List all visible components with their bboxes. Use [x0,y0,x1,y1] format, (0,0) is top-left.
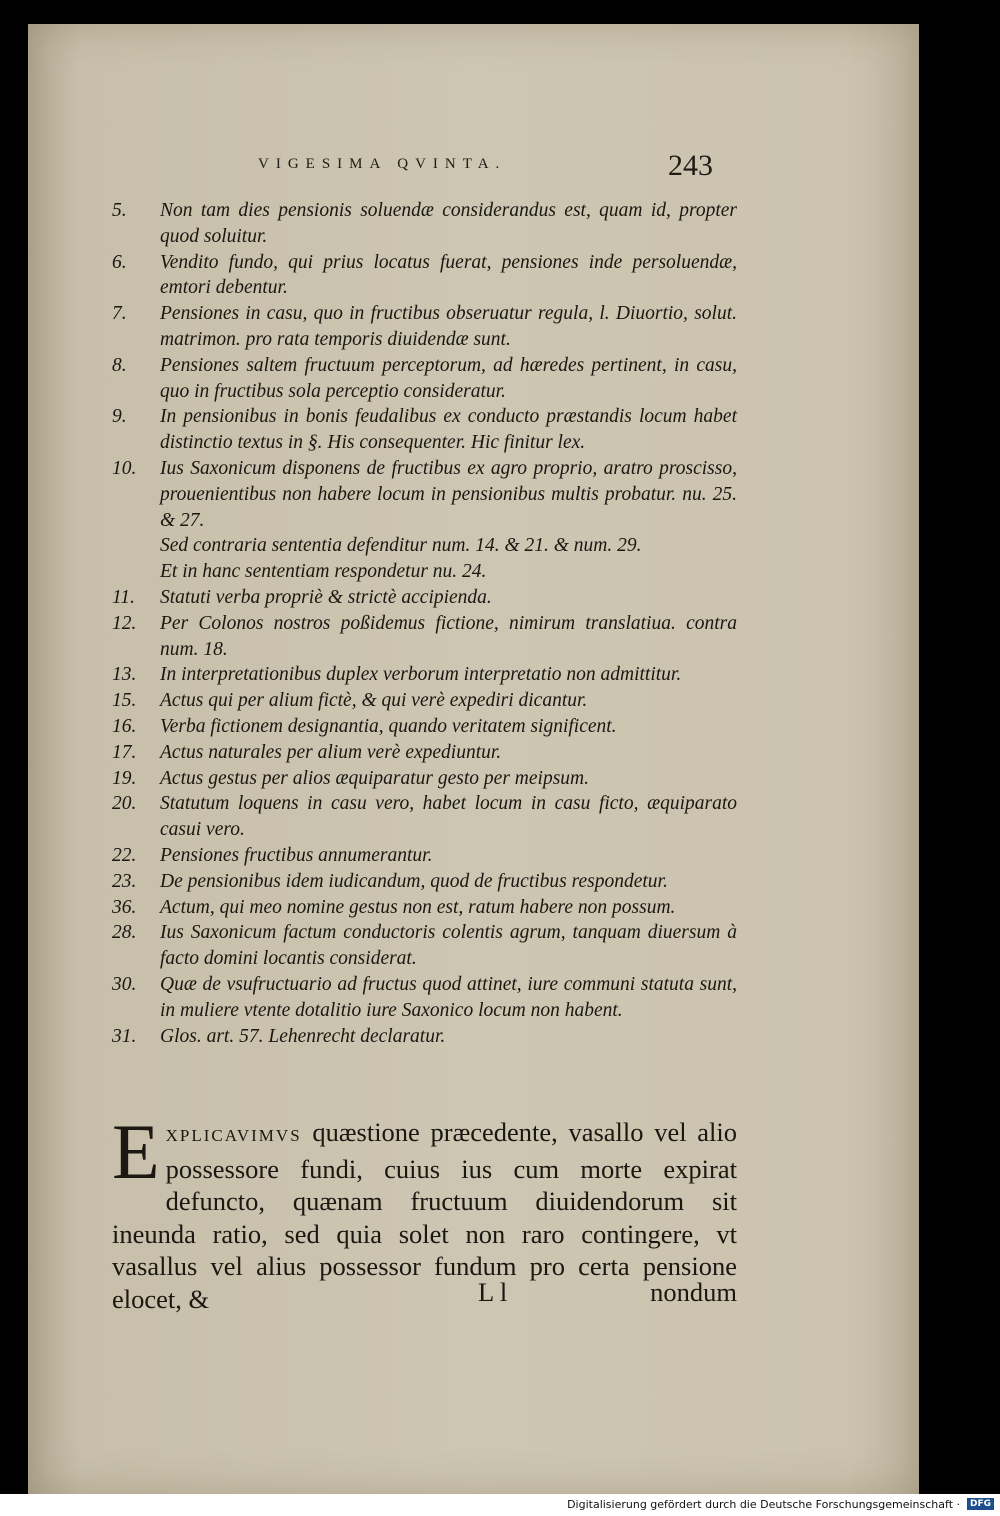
summary-item-number: 15. [112,690,137,712]
summary-item-number: 10. [112,457,137,479]
running-head: VIGESIMA QVINTA. [258,156,507,172]
summary-item-text: Pensiones saltem fructuum perceptorum, ad hæredes pertinent, in casu, quo in fructibus sola perceptio consideratur. [160,354,737,402]
summary-item [112,791,737,843]
summary-item-text: Per Colonos nostros poßidemus fictione, nimirum translatiua. contra num. 18. [160,612,737,660]
summary-item [112,740,737,766]
summary-item-number: 30. [112,973,137,995]
summary-item-text: In pensionibus in bonis feudalibus ex conducto præstandis locum habet distinctio textus in §. His consequenter. Hic finitur lex. [160,406,737,454]
summary-item-text: Actus naturales per alium verè expediuntur. [160,741,502,763]
summary-item [112,404,737,456]
lead-caps: XPLICAVIMVS [165,1126,302,1145]
summary-item-text: Verba fictionem designantia, quando veritatem significent. [160,715,617,737]
drop-cap: E [112,1108,160,1195]
summary-item-number: 7. [112,303,127,325]
catchword: nondum [650,1277,737,1307]
page-number: 243 [668,149,713,182]
signature-mark: L l [478,1277,508,1307]
summary-item-number: 31. [112,1025,137,1047]
summary-item-text: Pensiones fructibus annumerantur. [160,844,433,866]
summary-item-text: Statuti verba propriè & strictè accipienda. [160,586,492,608]
summary-item-text: Vendito fundo, qui prius locatus fuerat, pensiones inde persoluendæ, emtori debentur. [160,251,737,299]
summary-item-text: Statutum loquens in casu vero, habet locum in casu ficto, æquiparato casui vero. [160,793,737,841]
summary-item-text: Pensiones in casu, quo in fructibus obseruatur regula, l. Diuortio, solut. matrimon. pro rata temporis diuidendæ sunt. [160,303,737,350]
summary-item [112,869,737,895]
summary-item [112,920,737,972]
dfg-logo-icon: DFG [967,1498,994,1510]
summary-item-text: Sed contraria sententia defenditur num. 14. & 21. & num. 29. [160,535,642,557]
summary-item-number: 16. [112,715,137,737]
summary-item-number: 12. [112,612,137,634]
summary-item [112,533,737,559]
summary-item [112,198,737,250]
summary-item-text: Quæ de vsufructuario ad fructus quod attinet, iure communi statuta sunt, in muliere vtente dotalitio iure Saxonico locum non habent. [160,973,737,1021]
summary-item-text: Glos. art. 57. Lehenrecht declaratur. [160,1025,446,1047]
summary-list [112,198,737,1049]
summary-item [112,1024,737,1050]
summary-item-number: 20. [112,793,137,815]
attribution-bar [0,1494,1000,1516]
summary-item [112,301,737,353]
summary-item-number: 6. [112,251,127,273]
summary-item-text: Actus gestus per alios æquiparatur gesto per meipsum. [160,767,589,789]
summary-item [112,353,737,405]
main-text [112,1108,738,1315]
summary-item-number: 13. [112,664,137,686]
summary-item-number: 19. [112,767,137,789]
summary-item [112,559,737,585]
summary-item [112,662,737,688]
summary-item-number: 8. [112,354,127,376]
summary-item [112,250,737,302]
summary-item [112,688,737,714]
summary-item-number: 28. [112,922,137,944]
summary-item-text: Ius Saxonicum factum conductoris colentis agrum, tanquam diuersum à facto domini locantis considerat. [160,922,737,970]
summary-item [112,456,737,533]
summary-item-text: Actum, qui meo nomine gestus non est, ratum habere non possum. [160,896,676,918]
summary-item-number: 22. [112,844,137,866]
summary-item-number [112,533,160,559]
attribution-text: Digitalisierung gefördert durch die Deutsche Forschungsgemeinschaft · [567,1498,960,1511]
summary-item [112,972,737,1024]
summary-item-number: 9. [112,406,127,428]
book-page [28,24,919,1494]
summary-item-number: 36. [112,896,137,918]
summary-item-number: 17. [112,741,137,763]
summary-item [112,585,737,611]
summary-item-text: Et in hanc sententiam respondetur nu. 24. [160,561,487,583]
summary-item-text: In interpretationibus duplex verborum interpretatio non admittitur. [160,664,682,686]
summary-item [112,843,737,869]
summary-item [112,895,737,921]
summary-item [112,714,737,740]
summary-item-text: Non tam dies pensionis soluendæ considerandus est, quam id, propter quod soluitur. [160,200,737,247]
summary-item-text: De pensionibus idem iudicandum, quod de fructibus respondetur. [160,870,668,892]
summary-item-number: 11. [112,586,135,608]
summary-item-text: Actus qui per alium fictè, & qui verè expediri dicantur. [160,690,588,712]
summary-item [112,766,737,792]
main-body: quæstione præcedente, vasallo vel alio possessore fundi, cuius ius cum morte expirat defuncto, quænam fructuum diuidendorum sit ineunda ratio, sed quia solet non raro contingere, vt vasallus vel alius possessor fundum pro certa pensione elocet, & [112,1117,738,1314]
summary-item-number: 5. [112,200,127,221]
summary-item-text: Ius Saxonicum disponens de fructibus ex agro proprio, aratro proscisso, prouenientibus non habere locum in pensionibus multis probatur. nu. 25. & 27. [160,457,737,531]
summary-item-number [112,559,160,585]
summary-item [112,611,737,663]
summary-item-number: 23. [112,870,137,892]
